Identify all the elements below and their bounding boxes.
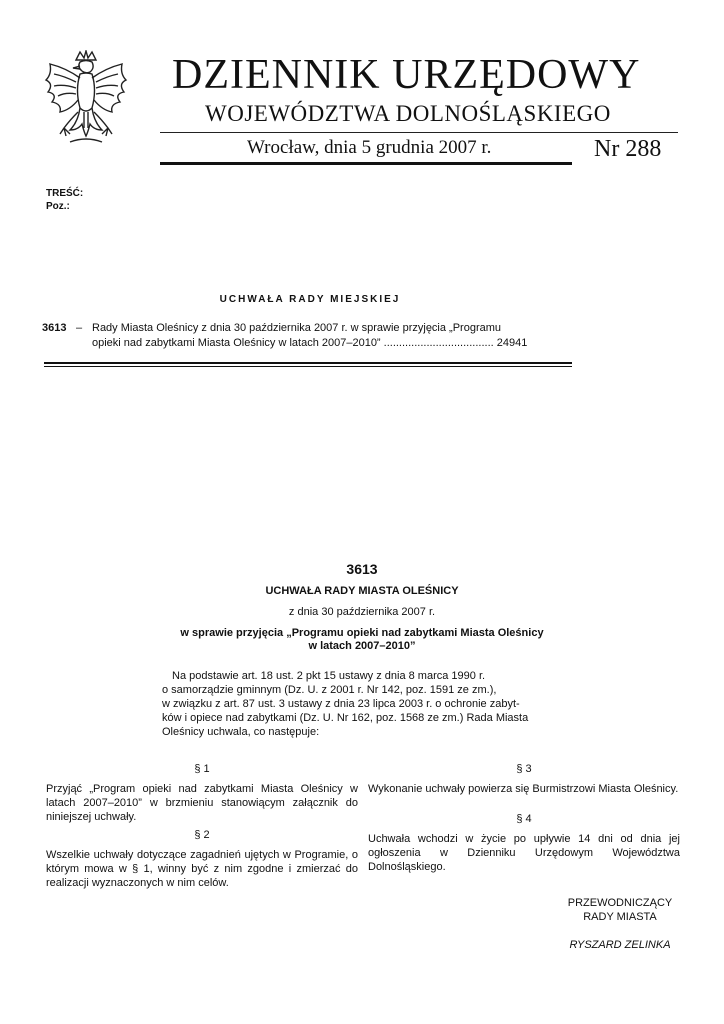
toc-label-position: Poz.: [46, 201, 70, 212]
toc-section-heading: UCHWAŁA RADY MIEJSKIEJ [219, 294, 401, 305]
paragraph-text: Wszelkie uchwały dotyczące zagadnień ujętych w Programie, o którym mowa w § 1, winny być z nim zgodne i zmierzać do realizacji wyznaczonych w nim celów. [46, 849, 358, 889]
act-subject [0, 627, 724, 653]
toc-entry-line1: Rady Miasta Oleśnicy z dnia 30 października 2007 r. w sprawie przyjęcia „Programu [92, 322, 502, 334]
preamble-line: o samorządzie gminnym (Dz. U. z 2001 r. Nr 142, poz. 1591 ze zm.), [162, 684, 497, 696]
act-date: z dnia 30 października 2007 r. [288, 606, 436, 618]
preamble-line: w związku z art. 87 ust. 3 ustawy z dnia 23 lipca 2003 r. o ochronie zabyt- [162, 698, 520, 710]
paragraph-2 [46, 828, 358, 890]
paragraph-heading: § 4 [516, 813, 532, 825]
paragraph-heading: § 3 [516, 763, 532, 775]
toc-label-content: TREŚĆ: [46, 188, 84, 199]
toc-entry-line2: opieki nad zabytkami Miasta Oleśnicy w latach 2007–2010” .................................... [92, 337, 494, 349]
paragraph-1 [46, 762, 358, 824]
issue-number: Nr 288 [594, 136, 662, 162]
preamble-line: Na podstawie art. 18 ust. 2 pkt 15 ustawy z dnia 8 marca 1990 r. [172, 670, 486, 682]
act-preamble [162, 669, 580, 739]
paragraph-text: Wykonanie uchwały powierza się Burmistrzowi Miasta Oleśnicy. [368, 783, 679, 795]
paragraph-heading: § 2 [194, 829, 210, 841]
signature-role-line1: PRZEWODNICZĄCY [567, 897, 673, 909]
paragraph-heading: § 1 [194, 763, 210, 775]
toc-entry-page: 24941 [496, 337, 528, 349]
paragraph-text: Przyjąć „Program opieki nad zabytkami Miasta Oleśnicy w latach 2007–2010” w brzmieniu stanowiącym załącznik do niniejszej uchwały. [46, 783, 358, 823]
act-title: UCHWAŁA RADY MIASTA OLEŚNICY [265, 585, 459, 597]
masthead-title: DZIENNIK URZĘDOWY [172, 52, 641, 98]
signature-role-line2: RADY MIASTA [583, 911, 657, 923]
preamble-line: ków i opiece nad zabytkami (Dz. U. Nr 162, poz. 1568 ze zm.) Rada Miasta [162, 712, 529, 724]
issue-date: Wrocław, dnia 5 grudnia 2007 r. [247, 137, 492, 158]
masthead-subtitle: WOJEWÓDZTWA DOLNOŚLĄSKIEGO [205, 101, 611, 126]
act-subject-line2: w latach 2007–2010” [308, 640, 416, 652]
masthead-thick-rule [160, 162, 572, 165]
toc-entry-dash: – [76, 322, 83, 334]
paragraph-text: Uchwała wchodzi w życie po upływie 14 dni od dnia jej ogłoszenia w Dzienniku Urzędowym Województwa Dolnośląskiego. [368, 833, 680, 873]
signature-block [540, 896, 700, 952]
toc-entry-number: 3613 [42, 322, 67, 334]
polish-eagle-emblem-icon [40, 50, 132, 150]
preamble-line: Oleśnicy uchwala, co następuje: [162, 726, 320, 738]
masthead-rule [160, 132, 678, 133]
section-double-rule [44, 362, 572, 364]
act-number: 3613 [346, 561, 378, 577]
paragraph-4 [368, 812, 680, 874]
act-subject-line1: w sprawie przyjęcia „Programu opieki nad zabytkami Miasta Oleśnicy [180, 627, 544, 639]
signature-name: RYSZARD ZELINKA [569, 939, 671, 951]
paragraph-3 [368, 762, 680, 796]
section-double-rule-thin [44, 366, 572, 367]
